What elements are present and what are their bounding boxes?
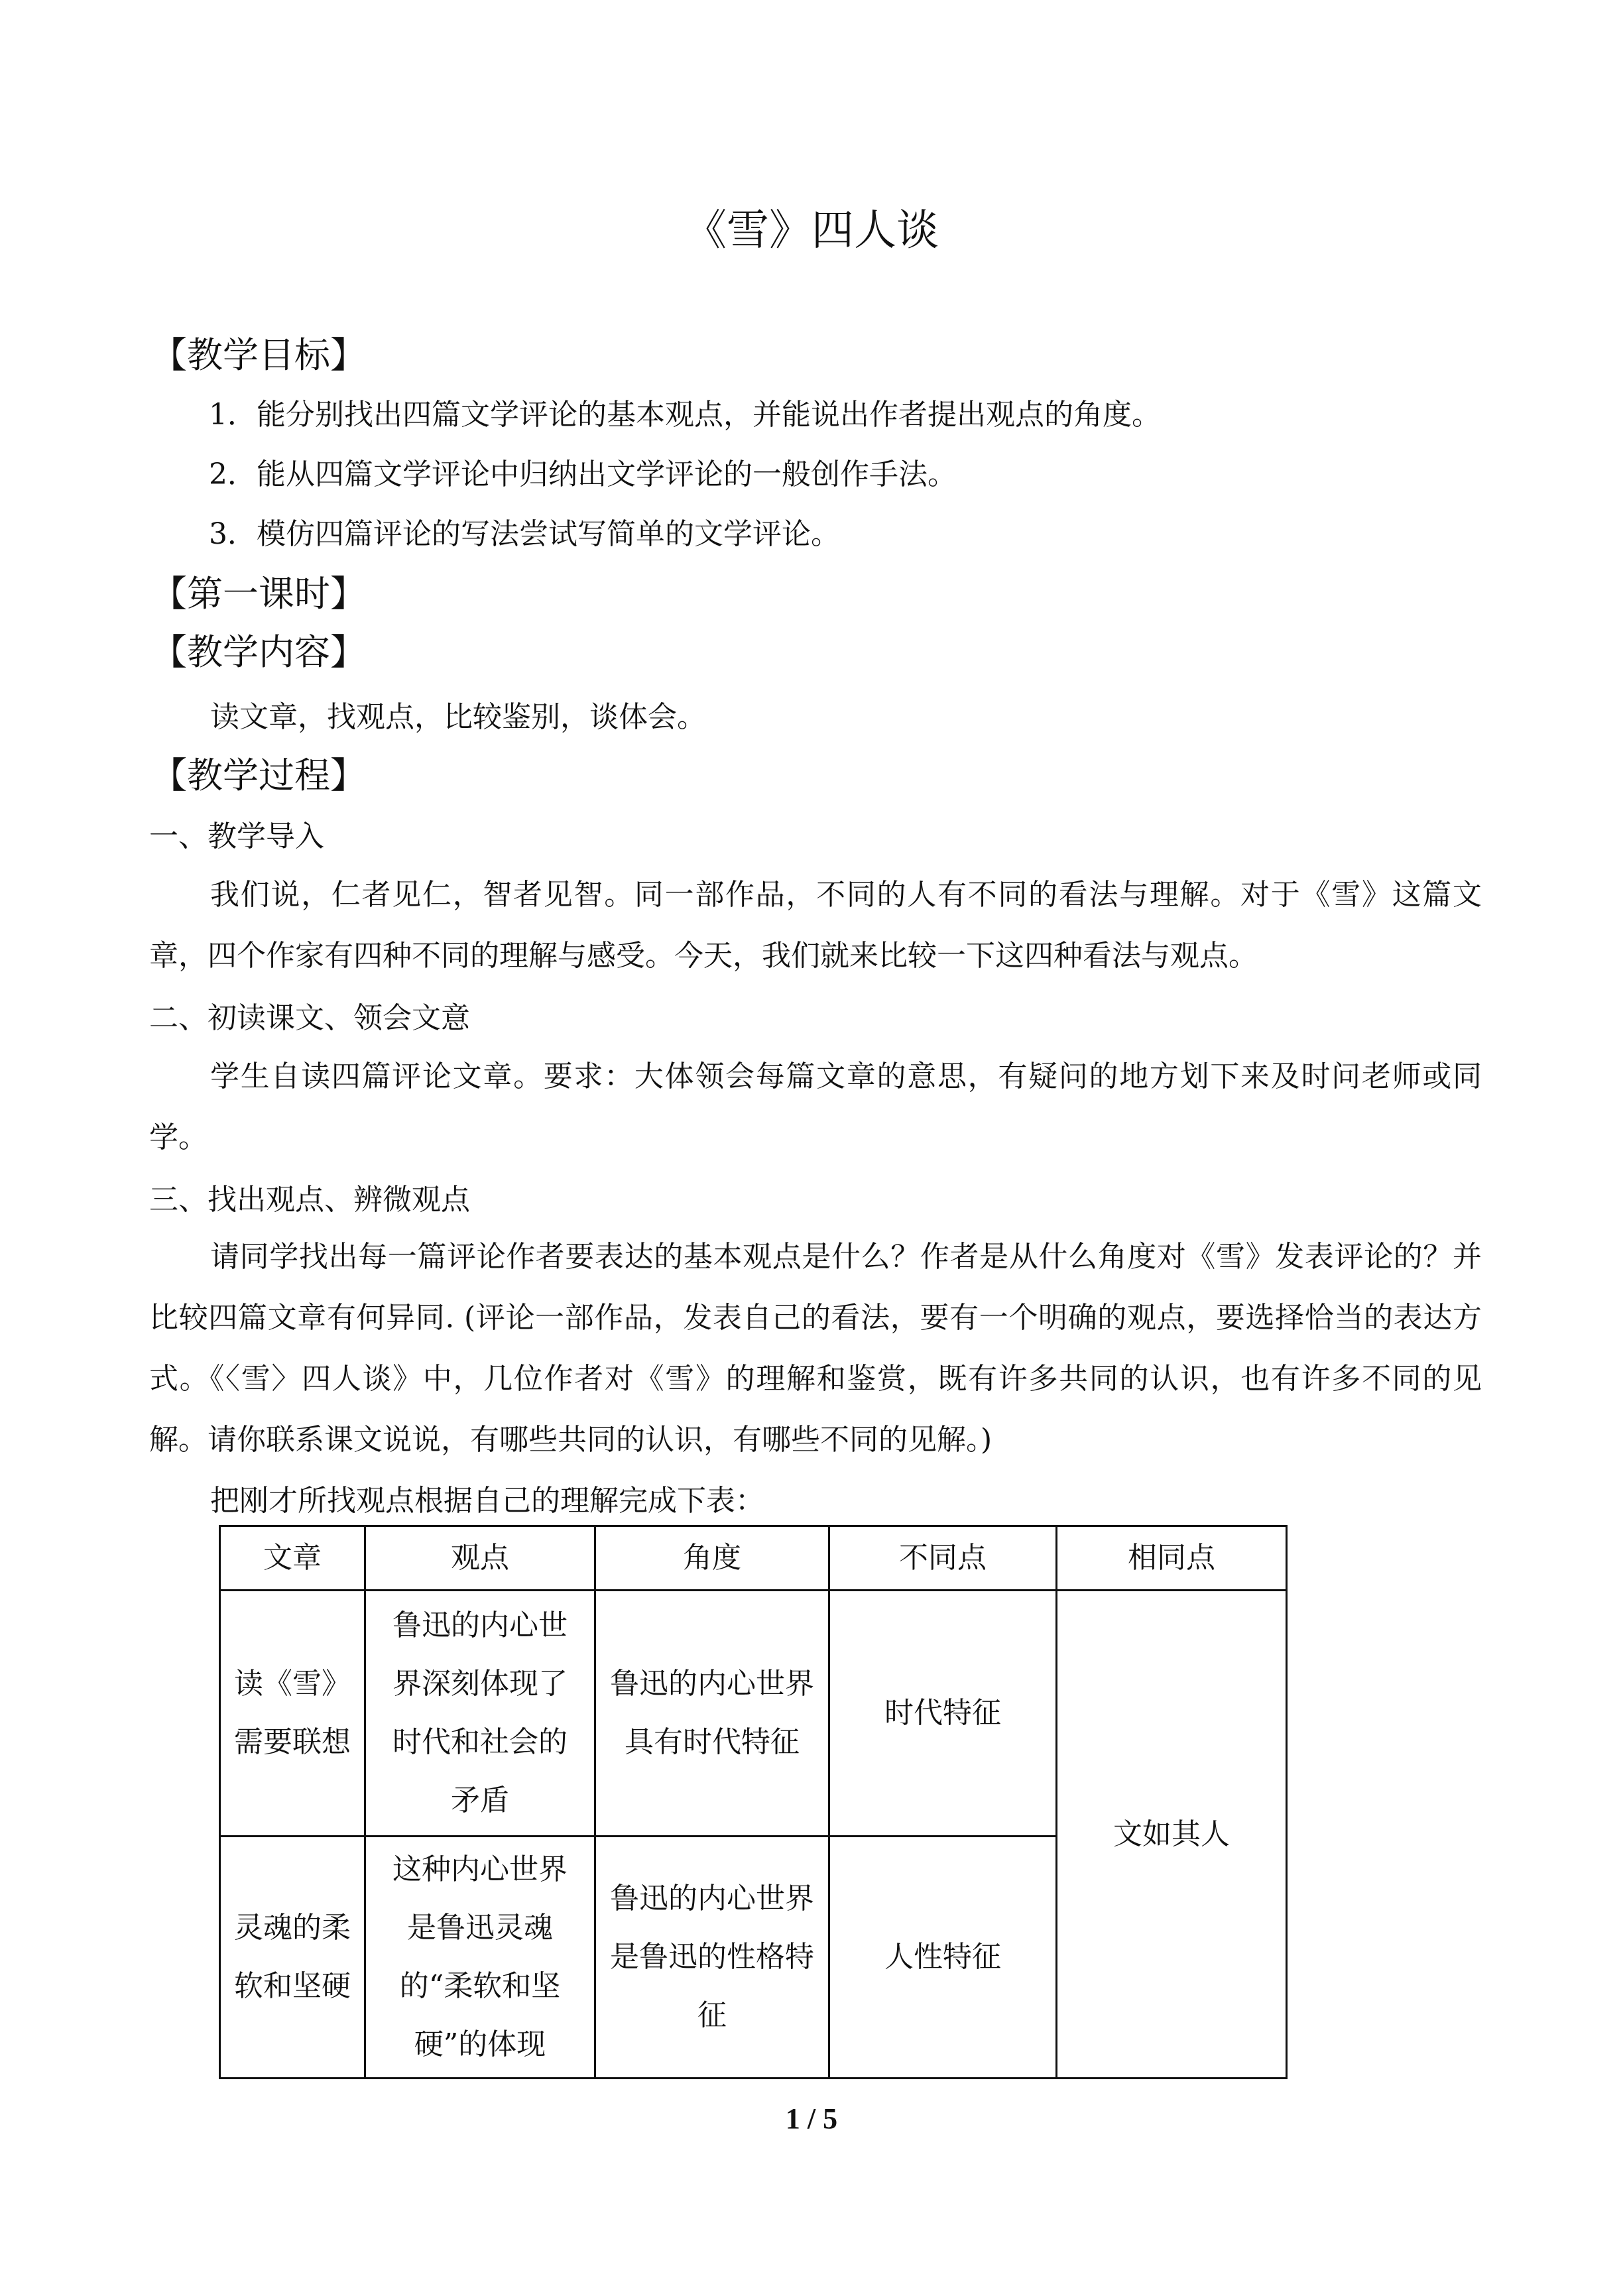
cell-angle: 鲁迅的内心世界具有时代特征 xyxy=(595,1591,829,1837)
cell-difference: 时代特征 xyxy=(829,1591,1057,1837)
process-heading: 【教学过程】 xyxy=(151,755,366,796)
content-heading: 【教学内容】 xyxy=(151,631,366,673)
step3-title: 三、找出观点、辨微观点 xyxy=(149,1183,470,1217)
objective-item-2: 2．能从四篇文学评论中归纳出文学评论的一般创作手法。 xyxy=(209,457,957,491)
cell-view: 鲁迅的内心世界深刻体现了时代和社会的矛盾 xyxy=(365,1591,595,1837)
page-title: 《雪》四人谈 xyxy=(684,206,939,255)
table-intro: 把刚才所找观点根据自己的理解完成下表： xyxy=(210,1484,764,1518)
header-article: 文章 xyxy=(220,1526,365,1591)
cell-view: 这种内心世界是鲁迅灵魂的“柔软和坚硬”的体现 xyxy=(365,1837,595,2079)
header-difference: 不同点 xyxy=(829,1526,1057,1591)
objectives-heading: 【教学目标】 xyxy=(151,334,366,376)
cell-difference: 人性特征 xyxy=(829,1837,1057,2079)
header-angle: 角度 xyxy=(595,1526,829,1591)
lesson-heading: 【第一课时】 xyxy=(151,573,366,615)
table-row xyxy=(220,1591,1287,1837)
content-text: 读文章，找观点，比较鉴别，谈体会。 xyxy=(210,700,706,734)
step2-title: 二、初读课文、领会文意 xyxy=(149,1001,470,1035)
page-indicator: 1 / 5 xyxy=(785,2102,838,2135)
cell-article: 读《雪》需要联想 xyxy=(220,1591,365,1837)
step1-title: 一、教学导入 xyxy=(149,819,324,853)
header-same: 相同点 xyxy=(1057,1526,1287,1591)
objective-item-1: 1．能分别找出四篇文学评论的基本观点，并能说出作者提出观点的角度。 xyxy=(209,398,1161,432)
step3-text: 请同学找出每一篇评论作者要表达的基本观点是什么？作者是从什么角度对《雪》发表评论的？并比较四篇文章有何异同. (评论一部作品，发表自己的看法，要有一个明确的观点，要选择恰当的表达方式。《〈雪〉四人谈》中，几位作者对《雪》的理解和鉴赏，既有许多共同的认识，也有许多不同的见解。请你联系课文说说，有哪些共同的认识，有哪些不同的见解。) xyxy=(149,1240,1482,1457)
cell-angle: 鲁迅的内心世界是鲁迅的性格特征 xyxy=(595,1837,829,2079)
objective-item-3: 3．模仿四篇评论的写法尝试写简单的文学评论。 xyxy=(209,517,840,551)
step2-text: 学生自读四篇评论文章。要求：大体领会每篇文章的意思，有疑问的地方划下来及时问老师或同学。 xyxy=(149,1059,1482,1154)
viewpoint-table xyxy=(219,1525,1260,2079)
cell-same: 文如其人 xyxy=(1057,1591,1287,2079)
step1-text: 我们说，仁者见仁，智者见智。同一部作品，不同的人有不同的看法与理解。对于《雪》这篇文章，四个作家有四种不同的理解与感受。今天，我们就来比较一下这四种看法与观点。 xyxy=(149,878,1482,973)
cell-article: 灵魂的柔软和坚硬 xyxy=(220,1837,365,2079)
header-view: 观点 xyxy=(365,1526,595,1591)
